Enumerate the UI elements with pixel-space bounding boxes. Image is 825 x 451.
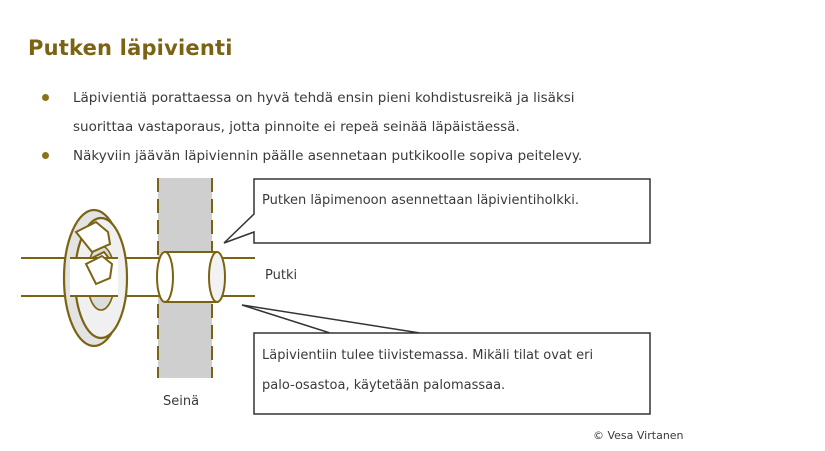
bullet-icon: [42, 152, 49, 159]
bullet-text-line: suorittaa vastaporaus, jotta pinnoite ei repeä seinää läpäistäessä.: [73, 119, 520, 135]
callout-sealant-text: [262, 341, 593, 401]
sleeve-end: [209, 252, 225, 302]
callout-text-line: palo-osastoa, käytetään palomassaa.: [262, 378, 506, 393]
bullet-icon: [42, 94, 49, 101]
bullet-text-line: Läpivientiä porattaessa on hyvä tehdä ensin pieni kohdistusreikä ja lisäksi: [73, 90, 575, 106]
callout-text-line: Läpivientiin tulee tiivistemassa. Mikäli tilat ovat eri: [262, 348, 594, 363]
callout-box-top: [224, 179, 650, 243]
cover-plate-illustration: [64, 210, 127, 346]
sleeve-illustration: [157, 252, 225, 302]
wall-label: Seinä: [163, 394, 200, 409]
pipe-label: Putki: [265, 268, 298, 283]
list-item: [40, 84, 680, 142]
callout-sleeve-text: Putken läpimenoon asennettaan läpivientiholkki.: [262, 193, 580, 208]
page-title: Putken läpivienti: [28, 36, 233, 60]
copyright-credit: © Vesa Virtanen: [593, 429, 684, 442]
list-item: [40, 142, 680, 171]
bullet-list: [40, 84, 680, 171]
bullet-text-line: Näkyviin jäävän läpiviennin päälle asennetaan putkikoolle sopiva peitelevy.: [73, 148, 583, 164]
